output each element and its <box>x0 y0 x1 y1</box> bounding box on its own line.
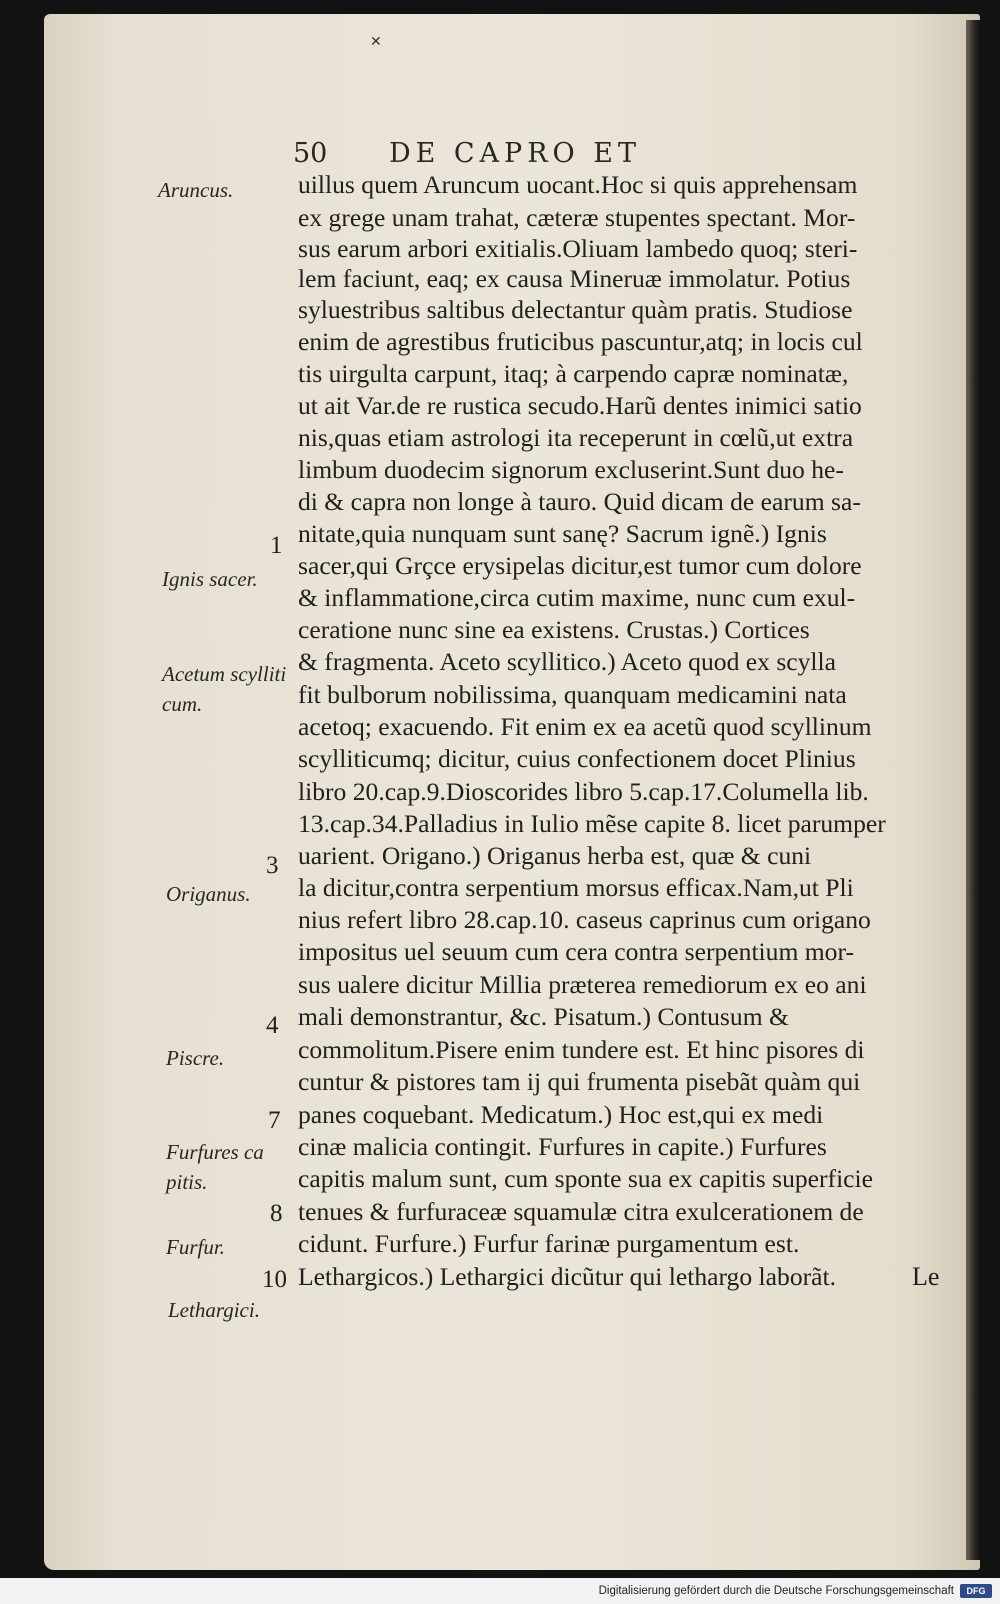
text-line: la dicitur,contra serpentium morsus efficax.Nam,ut Pli <box>298 873 854 902</box>
margin-note: Furfur. <box>166 1235 225 1259</box>
text-line: sus ualere dicitur Millia præterea remediorum ex eo ani <box>298 970 867 999</box>
text-line: enim de agrestibus fruticibus pascuntur,atq; in locis cul <box>298 327 863 356</box>
text-line: syluestribus saltibus delectantur quàm pratis. Studiose <box>298 295 853 324</box>
text-line: nitate,quia nunquam sunt sanę? Sacrum ignẽ.) Ignis <box>298 519 827 548</box>
text-line: impositus uel seuum cum cera contra serpentium mor- <box>298 937 855 966</box>
note-number: 4 <box>266 1012 279 1039</box>
text-line: tis uirgulta carpunt, itaq; à carpendo capræ nominatæ, <box>298 359 849 388</box>
text-line: libro 20.cap.9.Dioscorides libro 5.cap.17.Columella lib. <box>298 777 869 806</box>
margin-note: Piscre. <box>166 1046 225 1070</box>
text-line: & fragmenta. Aceto scyllitico.) Aceto quod ex scylla <box>298 647 837 676</box>
dfg-logo[interactable]: DFG <box>960 1584 992 1598</box>
catchword: Le <box>912 1262 940 1291</box>
text-line: uarient. Origano.) Origanus herba est, quæ & cuni <box>298 841 812 870</box>
margin-note: cum. <box>162 692 203 716</box>
margin-note: Acetum scylliti <box>162 662 287 686</box>
margin-note: Aruncus. <box>158 178 234 202</box>
text-line: sus earum arbori exitialis.Oliuam lambedo quoq; steri- <box>298 234 858 263</box>
margin-note: Lethargici. <box>168 1298 260 1322</box>
page-number: 50 <box>293 138 328 169</box>
text-line: tenues & furfuraceæ squamulæ citra exulcerationem de <box>298 1197 864 1226</box>
text-line: acetoq; exacuendo. Fit enim ex ea acetũ quod scyllinum <box>298 712 872 741</box>
text-line: capitis malum sunt, cum sponte sua ex capitis superficie <box>298 1164 874 1193</box>
text-line: lem faciunt, eaq; ex causa Mineruæ immolatur. Potius <box>298 264 851 293</box>
margin-note: pitis. <box>166 1170 208 1194</box>
text-line: cinæ malicia contingit. Furfures in capite.) Furfures <box>298 1132 827 1161</box>
note-number: 3 <box>266 852 279 879</box>
text-line: uillus quem Aruncum uocant.Hoc si quis apprehensam <box>298 170 858 199</box>
text-line: cuntur & pistores tam ij qui frumenta pisebãt quàm qui <box>298 1067 861 1096</box>
text-line: mali demonstrantur, &c. Pisatum.) Contusum & <box>298 1002 789 1031</box>
text-line: commolitum.Pisere enim tundere est. Et hinc pisores di <box>298 1035 865 1064</box>
footer-credit: Digitalisierung gefördert durch die Deutsche Forschungsgemeinschaft <box>598 1585 954 1597</box>
text-line: ceratione nunc sine ea existens. Crustas.) Cortices <box>298 615 810 644</box>
text-line: nis,quas etiam astrologi ita receperunt in cœlũ,ut extra <box>298 423 854 452</box>
note-number: 1 <box>270 532 283 559</box>
text-line: nius refert libro 28.cap.10. caseus caprinus cum origano <box>298 905 871 934</box>
text-line: cidunt. Furfure.) Furfur farinæ purgamentum est. <box>298 1229 800 1258</box>
margin-note: Furfures ca <box>166 1140 264 1164</box>
margin-note: Origanus. <box>166 882 251 906</box>
page-edge-shadow <box>966 20 980 1560</box>
text-line: panes coquebant. Medicatum.) Hoc est,qui ex medi <box>298 1100 824 1129</box>
text-line: limbum duodecim signorum excluserint.Sunt duo he- <box>298 455 844 484</box>
text-line: di & capra non longe à tauro. Quid dicam de earum sa- <box>298 487 861 516</box>
running-header <box>293 138 641 172</box>
note-number: 7 <box>268 1107 281 1134</box>
text-line: fit bulborum nobilissima, quanquam medicamini nata <box>298 680 847 709</box>
text-line: ex grege unam trahat, cæteræ stupentes spectant. Mor- <box>298 203 856 232</box>
text-line: & inflammatione,circa cutim maxime, nunc cum exul- <box>298 583 856 612</box>
footer-bar <box>0 1578 1000 1604</box>
text-line: sacer,qui Grçce erysipelas dicitur,est tumor cum dolore <box>298 551 862 580</box>
ink-mark: ✕ <box>370 34 382 50</box>
text-line: Lethargicos.) Lethargici dicũtur qui lethargo laborãt. <box>298 1262 837 1291</box>
margin-note: Ignis sacer. <box>162 567 258 591</box>
note-number: 8 <box>270 1200 283 1227</box>
text-line: 13.cap.34.Palladius in Iulio mẽse capite 8. licet parumper <box>298 809 886 838</box>
running-title: DE CAPRO ET <box>388 138 641 169</box>
note-number: 10 <box>262 1266 287 1293</box>
text-line: ut ait Var.de re rustica secudo.Harũ dentes inimici satio <box>298 391 862 420</box>
text-line: scylliticumq; dicitur, cuius confectionem docet Plinius <box>298 744 856 773</box>
